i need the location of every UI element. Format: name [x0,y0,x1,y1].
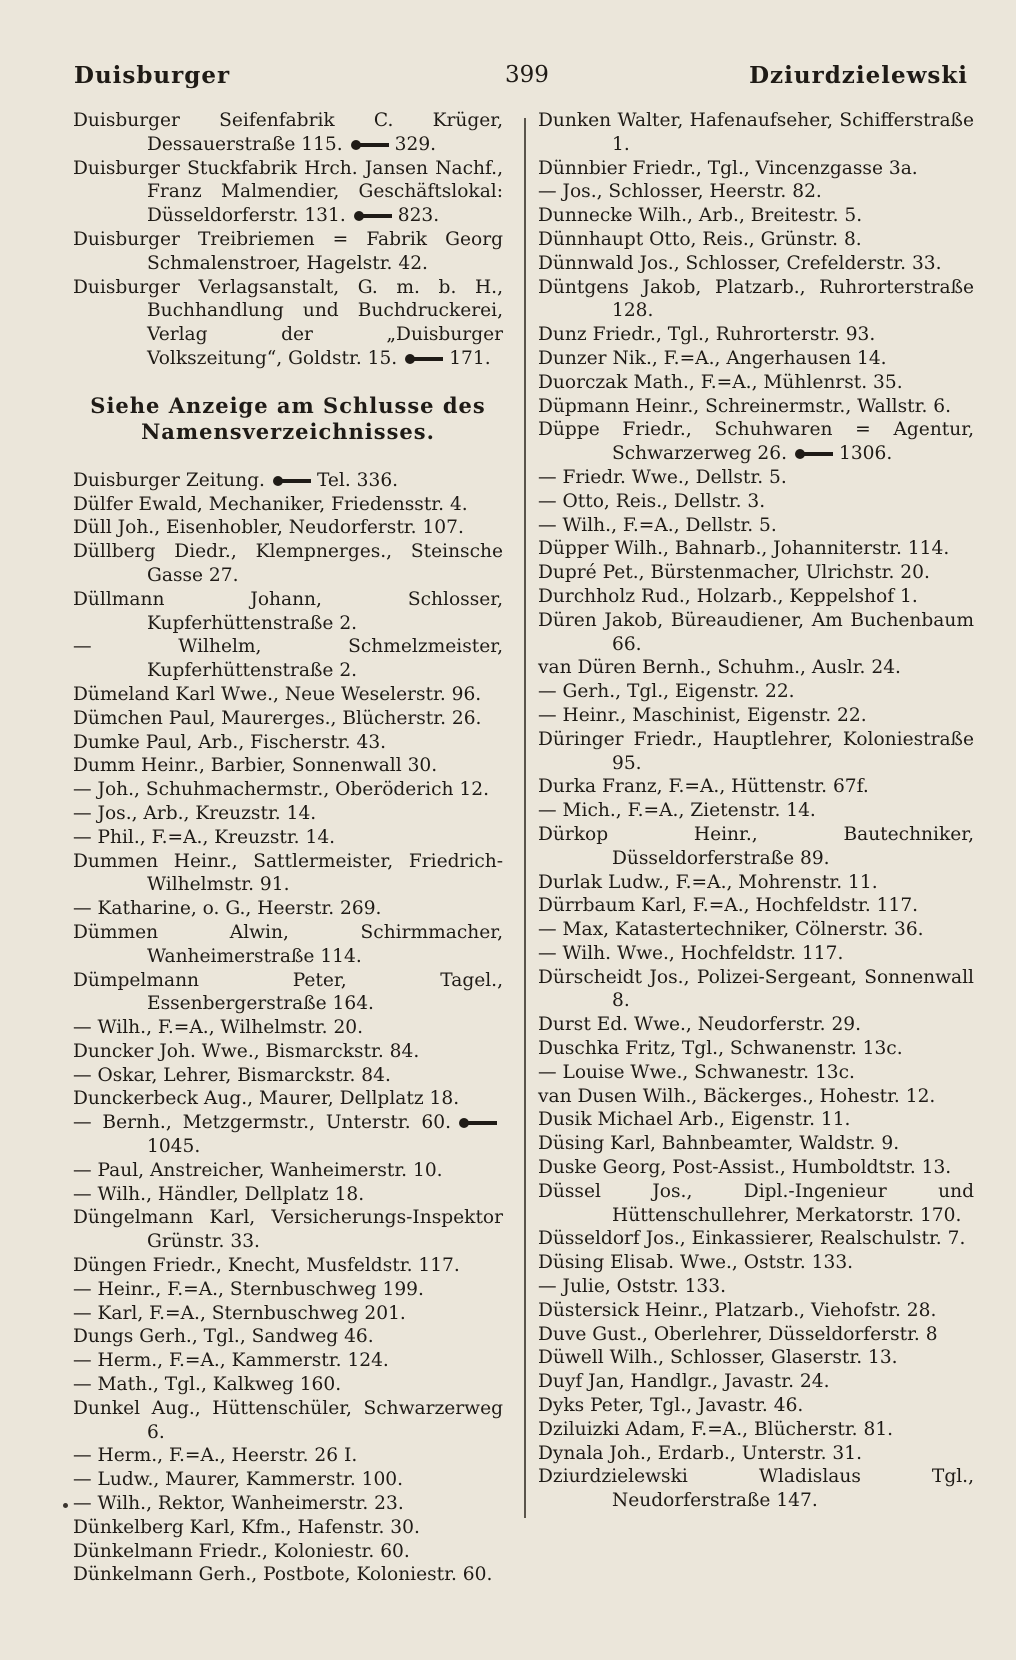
entry-text: Düpper Wilh., Bahnarb., Johanniterstr. 114. [538,538,950,560]
directory-entry [73,1540,503,1564]
directory-entry [538,1465,974,1513]
entry-text: Düppe Friedr., Schuhwaren = Agentur, Schwarzerweg 26. [538,419,974,465]
directory-entry [73,1492,503,1516]
entry-text: — Otto, Reis., Dellstr. 3. [538,490,766,512]
directory-entry [73,754,503,778]
left-entries-top [73,109,503,371]
directory-entry [73,109,503,157]
entry-text: — Joh., Schuhmachermstr., Oberöderich 12. [73,779,489,801]
directory-entry [538,1085,974,1109]
directory-entry [538,537,974,561]
entry-text: Düsseldorf Jos., Einkassierer, Realschulstr. 7. [538,1228,966,1250]
directory-entry [538,1323,974,1347]
directory-entry [73,493,503,517]
entry-text: — Max, Katastertechniker, Cölnerstr. 36. [538,919,924,941]
directory-entry [538,585,974,609]
entry-text: Dunzer Nik., F.=A., Angerhausen 14. [538,347,887,369]
directory-entry [538,871,974,895]
entry-text: Duisburger Zeitung. [73,469,265,491]
directory-entry [73,850,503,898]
entry-text: van Düren Bernh., Schuhm., Auslr. 24. [538,657,901,679]
directory-entry [73,1444,503,1468]
directory-entry [538,966,974,1014]
directory-entry [73,1254,503,1278]
entry-text: Düngelmann Karl, Versicherungs-Inspektor Grünstr. 33. [73,1207,503,1253]
entry-text: Dusik Michael Arb., Eigenstr. 11. [538,1109,851,1131]
entry-text: Dürkop Heinr., Bautechniker, Düsseldorferstraße 89. [538,823,974,869]
telephone-icon [347,139,391,151]
telephone-number: 823. [397,205,440,227]
directory-entry [538,180,974,204]
entry-text: Düpmann Heinr., Schreinermstr., Wallstr. 6. [538,395,952,417]
directory-entry [73,1516,503,1540]
entry-text: Dürscheidt Jos., Polizei-Sergeant, Sonnenwall 8. [538,966,974,1012]
directory-entry [538,109,974,157]
directory-entry [538,1227,974,1251]
directory-entry [73,897,503,921]
directory-entry [73,969,503,1017]
entry-text: Dünnwald Jos., Schlosser, Crefelderstr. 33. [538,252,942,274]
entry-text: Düsing Elisab. Wwe., Oststr. 133. [538,1252,854,1274]
left-entries-bottom [73,469,503,1587]
entry-text: Dünkelberg Karl, Kfm., Hafenstr. 30. [73,1516,420,1538]
telephone-icon [350,210,394,222]
entry-text: Duisburger Treibriemen = Fabrik Georg Schmalenstroer, Hagelstr. 42. [73,228,503,274]
entry-text: Duorczak Math., F.=A., Mühlenrst. 35. [538,371,903,393]
directory-entry [538,894,974,918]
entry-text: — Louise Wwe., Schwanestr. 13c. [538,1061,855,1083]
entry-text: Duve Gust., Oberlehrer, Düsseldorferstr. 8 [538,1323,938,1345]
directory-entry [73,516,503,540]
entry-text: Düwell Wilh., Schlosser, Glaserstr. 13. [538,1347,898,1369]
directory-entry [538,252,974,276]
directory-entry [538,823,974,871]
directory-entry [73,802,503,826]
directory-entry [73,1159,503,1183]
directory-entry [538,728,974,776]
entry-text: Dümchen Paul, Maurerges., Blücherstr. 26. [73,707,482,729]
directory-entry [538,1013,974,1037]
entry-text: Düstersick Heinr., Platzarb., Viehofstr. 28. [538,1299,937,1321]
entry-text: Dünkelmann Gerh., Postbote, Koloniestr. 60. [73,1564,493,1586]
directory-entry [538,466,974,490]
entry-text: — Wilh. Wwe., Hochfeldstr. 117. [538,942,844,964]
directory-entry [73,1325,503,1349]
entry-text: — Karl, F.=A., Sternbuschweg 201. [73,1302,406,1324]
directory-entry [538,323,974,347]
entry-text: Dyks Peter, Tgl., Javastr. 46. [538,1395,804,1417]
entry-text: Dumm Heinr., Barbier, Sonnenwall 30. [73,755,438,777]
directory-entry [538,1299,974,1323]
directory-entry [73,1278,503,1302]
page-speck [63,1503,68,1508]
entry-text: — Julie, Oststr. 133. [538,1276,726,1298]
directory-entry [538,347,974,371]
directory-entry [73,826,503,850]
directory-entry [538,1061,974,1085]
header-right-keyword: Dziurdzielewski [749,62,968,89]
directory-entry [73,683,503,707]
entry-text: Dziluizki Adam, F.=A., Blücherstr. 81. [538,1418,894,1440]
entry-text: — Herm., F.=A., Kammerstr. 124. [73,1350,389,1372]
directory-entry [538,704,974,728]
directory-entry [538,514,974,538]
directory-entry [538,1346,974,1370]
entry-text: — Wilh., F.=A., Dellstr. 5. [538,514,777,536]
entry-text: Duske Georg, Post-Assist., Humboldtstr. 13. [538,1157,952,1179]
telephone-number: 1306. [839,443,893,465]
directory-entry [538,1132,974,1156]
entry-text: Dünnbier Friedr., Tgl., Vincenzgasse 3a. [538,157,918,179]
entry-text: — Gerh., Tgl., Eigenstr. 22. [538,681,795,703]
telephone-icon [455,1117,499,1129]
entry-text: — Friedr. Wwe., Dellstr. 5. [538,466,787,488]
directory-entry [73,540,503,588]
entry-text: — Wilh., F.=A., Wilhelmstr. 20. [73,1017,364,1039]
entry-text: Duisburger Verlagsanstalt, G. m. b. H., Buchhandlung und Buchdruckerei, Verlag der „Duisburger Volkszeitung“, Goldstr. 15. [73,276,503,369]
entry-text: Duyf Jan, Handlgr., Javastr. 24. [538,1371,830,1393]
directory-entry [73,1206,503,1254]
entry-text: Dynala Joh., Erdarb., Unterstr. 31. [538,1442,863,1464]
entry-text: Düllberg Diedr., Klempnerges., Steinsche Gasse 27. [73,541,503,586]
directory-entry [538,204,974,228]
entry-text: Duisburger Stuckfabrik Hrch. Jansen Nachf., Franz Malmendier, Geschäftslokal: Düsseldorferstr. 131. [73,157,503,227]
directory-entry [73,1302,503,1326]
telephone-number: 329. [394,133,437,155]
page-number: 399 [505,62,549,88]
directory-entry [538,799,974,823]
directory-entry [73,778,503,802]
entry-text: — Wilhelm, Schmelzmeister, Kupferhüttenstraße 2. [73,636,503,682]
entry-text: — Bernh., Metzgermstr., Unterstr. 60. [73,1112,451,1134]
directory-entry [73,1111,503,1159]
entry-text: Duschka Fritz, Tgl., Schwanenstr. 13c. [538,1038,903,1060]
entry-text: Dummen Heinr., Sattlermeister, Friedrich-Wilhelmstr. 91. [73,850,503,896]
directory-entry [73,1563,503,1587]
directory-entry [73,1183,503,1207]
directory-entry [73,921,503,969]
entry-text: Durka Franz, F.=A., Hüttenstr. 67f. [538,776,869,798]
directory-entry [73,635,503,683]
advertisement-notice: Siehe Anzeige am Schlusse des Namensverzeichnisses. [90,392,486,444]
entry-text: — Jos., Arb., Kreuzstr. 14. [73,802,317,824]
entry-text: — Wilh., Händler, Dellplatz 18. [73,1183,365,1205]
entry-text: Dümpelmann Peter, Tagel., Essenbergerstraße 164. [73,969,503,1015]
entry-text: Duisburger Seifenfabrik C. Krüger, Dessauerstraße 115. [73,110,503,155]
entry-text: Düntgens Jakob, Platzarb., Ruhrorterstraße 128. [538,276,974,322]
directory-entry [73,1064,503,1088]
directory-entry [538,656,974,680]
entry-text: Dunckerbeck Aug., Maurer, Dellplatz 18. [73,1088,460,1110]
entry-text: Durlak Ludw., F.=A., Mohrenstr. 11. [538,871,878,893]
entry-text: Dungs Gerh., Tgl., Sandweg 46. [73,1326,374,1348]
directory-entry [538,1394,974,1418]
directory-entry [73,707,503,731]
entry-text: Dumke Paul, Arb., Fischerstr. 43. [73,731,387,753]
directory-entry [73,731,503,755]
entry-text: — Mich., F.=A., Zietenstr. 14. [538,800,816,822]
entry-text: — Jos., Schlosser, Heerstr. 82. [538,181,822,203]
directory-entry [73,588,503,636]
header-left-keyword: Duisburger [74,62,231,89]
entry-text: — Phil., F.=A., Kreuzstr. 14. [73,826,336,848]
entry-text: — Paul, Anstreicher, Wanheimerstr. 10. [73,1159,443,1181]
entry-text: — Heinr., F.=A., Sternbuschweg 199. [73,1278,424,1300]
entry-text: Düll Joh., Eisenhobler, Neudorferstr. 107. [73,517,464,539]
directory-entry [538,157,974,181]
directory-entry [538,1037,974,1061]
directory-entry [538,609,974,657]
entry-text: Düssel Jos., Dipl.-Ingenieur und Hüttenschullehrer, Merkatorstr. 170. [538,1180,974,1226]
directory-entry [73,1040,503,1064]
directory-entry [538,775,974,799]
directory-entry [538,276,974,324]
page-header [70,60,970,100]
entry-text: Düngen Friedr., Knecht, Musfeldstr. 117. [73,1255,460,1277]
directory-entry [73,1349,503,1373]
entry-text: — Heinr., Maschinist, Eigenstr. 22. [538,704,867,726]
entry-text: Düllmann Johann, Schlosser, Kupferhüttenstraße 2. [73,588,503,634]
entry-text: — Katharine, o. G., Heerstr. 269. [73,898,382,920]
directory-entry [538,1418,974,1442]
directory-entry [538,1442,974,1466]
entry-text: Dümmen Alwin, Schirmmacher, Wanheimerstraße 114. [73,921,503,967]
directory-entry [73,276,503,371]
telephone-number: 171. [449,347,491,369]
telephone-icon [401,353,445,365]
telephone-icon [269,475,313,487]
entry-text: Dunnecke Wilh., Arb., Breitestr. 5. [538,205,863,227]
directory-entry [538,418,974,466]
right-entries [538,109,974,1513]
left-column [73,109,503,1587]
entry-text: Dünkelmann Friedr., Koloniestr. 60. [73,1540,410,1562]
directory-entry [73,228,503,276]
directory-entry [538,1251,974,1275]
right-column [538,109,974,1513]
entry-text: Durchholz Rud., Holzarb., Keppelshof 1. [538,585,918,607]
directory-entry [538,490,974,514]
entry-text: Düsing Karl, Bahnbeamter, Waldstr. 9. [538,1133,900,1155]
telephone-number: 1045. [147,1136,201,1158]
column-divider [524,118,526,1518]
directory-entry [73,1016,503,1040]
entry-text: — Herm., F.=A., Heerstr. 26 I. [73,1445,358,1467]
entry-text: Dupré Pet., Bürstenmacher, Ulrichstr. 20. [538,562,930,584]
entry-text: van Dusen Wilh., Bäckerges., Hohestr. 12. [538,1085,936,1107]
directory-entry [73,1087,503,1111]
directory-entry [538,395,974,419]
directory-entry [73,157,503,228]
entry-text: Dürrbaum Karl, F.=A., Hochfeldstr. 117. [538,895,919,917]
entry-text: Dunkel Aug., Hüttenschüler, Schwarzerweg 6. [73,1397,503,1443]
entry-text: Dziurdzielewski Wladislaus Tgl., Neudorferstraße 147. [538,1466,974,1512]
entry-text: Dunz Friedr., Tgl., Ruhrorterstr. 93. [538,324,876,346]
directory-entry [73,1397,503,1445]
directory-entry [73,1468,503,1492]
directory-entry [538,228,974,252]
directory-entry [538,680,974,704]
entry-text: Duncker Joh. Wwe., Bismarckstr. 84. [73,1040,420,1062]
telephone-number: Tel. 336. [316,469,399,491]
entry-text: — Wilh., Rektor, Wanheimerstr. 23. [73,1493,404,1515]
entry-text: — Ludw., Maurer, Kammerstr. 100. [73,1469,404,1491]
directory-entry [538,1275,974,1299]
entry-text: Dülfer Ewald, Mechaniker, Friedensstr. 4. [73,493,468,515]
entry-text: Düringer Friedr., Hauptlehrer, Koloniestraße 95. [538,728,974,774]
directory-entry [73,1373,503,1397]
directory-entry [538,918,974,942]
telephone-icon [791,448,835,460]
entry-text: Dunken Walter, Hafenaufseher, Schifferstraße 1. [538,110,974,155]
directory-entry [538,1108,974,1132]
directory-entry [538,371,974,395]
directory-entry [538,1180,974,1228]
entry-text: — Math., Tgl., Kalkweg 160. [73,1374,342,1396]
directory-entry [538,942,974,966]
directory-entry [538,561,974,585]
directory-entry [538,1156,974,1180]
entry-text: Dünnhaupt Otto, Reis., Grünstr. 8. [538,228,862,250]
entry-text: — Oskar, Lehrer, Bismarckstr. 84. [73,1064,391,1086]
entry-text: Durst Ed. Wwe., Neudorferstr. 29. [538,1014,862,1036]
directory-entry [73,469,503,493]
entry-text: Dümeland Karl Wwe., Neue Weselerstr. 96. [73,683,482,705]
directory-entry [538,1370,974,1394]
entry-text: Düren Jakob, Büreaudiener, Am Buchenbaum 66. [538,609,974,655]
